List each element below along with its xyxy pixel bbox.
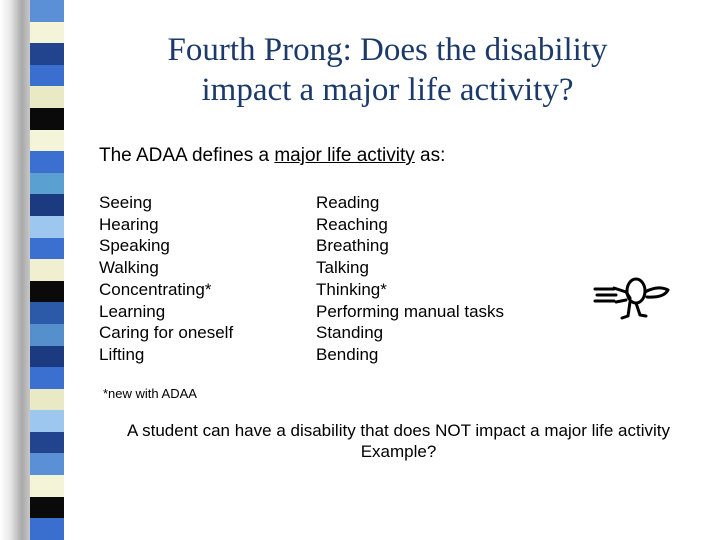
list-item: Talking [316, 258, 369, 278]
conclusion-line-1: A student can have a disability that does NOT impact a major life activity [126, 421, 670, 440]
title-line-1: Fourth Prong: Does the disability [167, 32, 608, 68]
stripe-segment [30, 367, 64, 389]
footnote: *new with ADAA [103, 386, 197, 401]
stripe-segment [30, 108, 64, 130]
stripe-segment [30, 86, 64, 108]
stripe-segment [30, 302, 64, 324]
stripe-segment [30, 43, 64, 65]
stripe-segment [30, 259, 64, 281]
title-line-2: impact a major life activity? [201, 72, 574, 108]
list-item: Speaking [99, 236, 170, 256]
stripe-segment [30, 194, 64, 216]
intro-underlined-term: major life activity [274, 145, 415, 166]
decorative-stripes [30, 0, 64, 540]
list-item: Lifting [99, 344, 145, 364]
stripe-segment [30, 475, 64, 497]
stripe-segment [30, 216, 64, 238]
list-item: Thinking* [316, 279, 387, 299]
stripe-segment [30, 389, 64, 411]
running-person-icon [592, 272, 674, 322]
list-item: Bending [316, 344, 379, 364]
list-item: Breathing [316, 236, 389, 256]
stripe-segment [30, 0, 64, 22]
list-item: Walking [99, 258, 159, 278]
stripe-segment [30, 65, 64, 87]
list-item: Caring for oneself [99, 323, 234, 343]
list-item: Reaching [316, 214, 388, 234]
stripe-segment [30, 281, 64, 303]
stripe-segment [30, 22, 64, 44]
stripe-segment [30, 151, 64, 173]
stripe-segment [30, 130, 64, 152]
list-item: Learning [99, 301, 166, 321]
intro-text [99, 145, 445, 167]
stripe-segment [30, 346, 64, 368]
stripe-segment [30, 238, 64, 260]
intro-suffix: as: [414, 145, 446, 166]
list-item: Standing [316, 323, 384, 343]
list-item: Concentrating* [99, 279, 212, 299]
stripe-segment [30, 518, 64, 540]
stripe-segment [30, 173, 64, 195]
stripe-segment [30, 453, 64, 475]
list-item: Performing manual tasks [316, 301, 505, 321]
list-item: Seeing [99, 193, 152, 212]
stripe-segment [30, 410, 64, 432]
stripe-segment [30, 497, 64, 519]
activity-list-left [99, 192, 233, 366]
conclusion-line-2: Example? [360, 442, 437, 461]
list-item: Hearing [99, 214, 159, 234]
activity-list-right [316, 192, 504, 366]
intro-prefix: The ADAA defines a [99, 145, 275, 166]
slide-title [110, 30, 665, 110]
conclusion-text [96, 420, 701, 462]
stripe-segment [30, 324, 64, 346]
stripe-segment [30, 432, 64, 454]
list-item: Reading [316, 193, 380, 212]
